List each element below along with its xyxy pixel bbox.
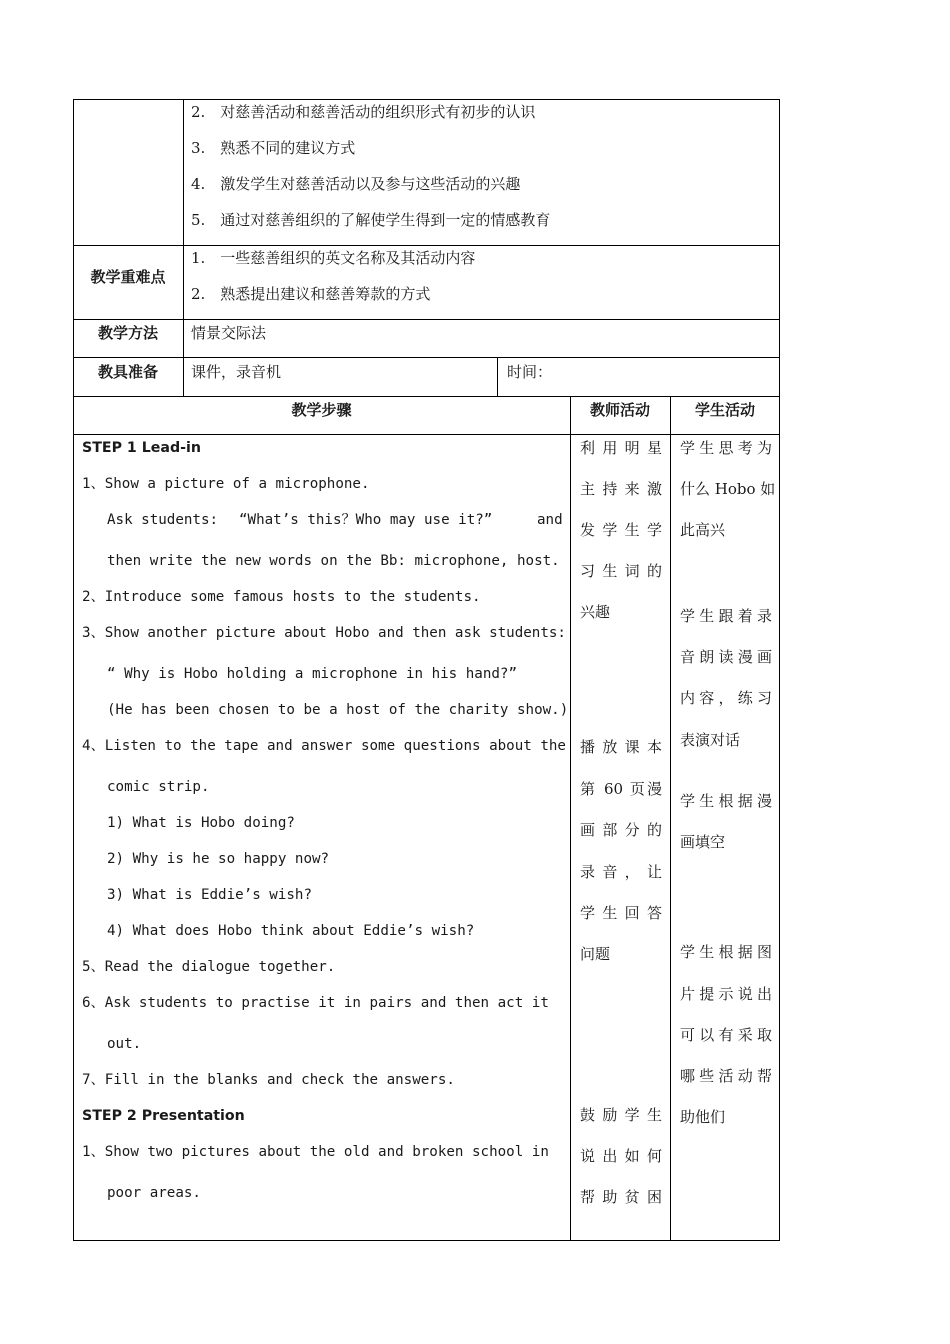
row-border [73, 434, 780, 435]
student-activity-line: 可以有采取 [680, 1026, 772, 1044]
student-activity-line: 表演对话 [680, 731, 741, 749]
row-border [73, 357, 780, 358]
step-line: Ask students: [107, 512, 219, 528]
teacher-activity-line: 主持来激 [580, 480, 662, 498]
col-border [570, 396, 571, 1241]
step-line: 1、Show two pictures about the old and broken school in [82, 1144, 549, 1160]
step-line: then write the new words on the Bb: microphone, host. [107, 553, 560, 569]
step-line: 5、Read the dialogue together. [82, 959, 336, 975]
teacher-activity-line: 发学生学 [580, 521, 662, 539]
step-line: 2、Introduce some famous hosts to the students. [82, 589, 481, 605]
student-activity-line: 此高兴 [680, 521, 726, 539]
step-line: and [537, 512, 563, 528]
student-activity-line: 助他们 [680, 1108, 726, 1126]
student-activity-line: 学生跟着录 [680, 607, 772, 625]
student-header: 学生活动 [694, 401, 755, 419]
method-label: 教学方法 [97, 324, 158, 342]
question-item: 4) What does Hobo think about Eddie’s wish? [107, 923, 475, 939]
tools-value: 课件，录音机 [191, 363, 282, 381]
col-border [779, 99, 780, 1241]
step-line: “ Why is Hobo holding a microphone in his hand?” [107, 666, 517, 682]
question-item: 1) What is Hobo doing? [107, 815, 295, 831]
step2-title: STEP 2 Presentation [82, 1108, 245, 1124]
student-activity-line: 学生根据漫 [680, 792, 772, 810]
method-value: 情景交际法 [191, 324, 267, 342]
step-line: out. [107, 1036, 142, 1052]
teacher-activity-line: 帮助贫困 [580, 1188, 662, 1206]
student-activity-line: 什么 Hobo 如 [680, 480, 776, 498]
question-item: 3) What is Eddie’s wish? [107, 887, 312, 903]
step-line: 3、Show another picture about Hobo and then ask students: [82, 625, 566, 641]
row-border [73, 99, 780, 100]
student-activity-line: 哪些活动帮 [680, 1067, 772, 1085]
time-label: 时间： [507, 363, 553, 381]
student-activity-line: 学生根据图 [680, 943, 772, 961]
key-points-label: 教学重难点 [90, 268, 166, 286]
objective-item: 2. 对慈善活动和慈善活动的组织形式有初步的认识 [191, 103, 536, 121]
student-activity-line: 画填空 [680, 833, 726, 851]
key-point-item: 1. 一些慈善组织的英文名称及其活动内容 [191, 249, 476, 267]
objective-item: 5. 通过对慈善组织的了解使学生得到一定的情感教育 [191, 211, 551, 229]
student-activity-line: 音朗读漫画 [680, 648, 772, 666]
lesson-plan-table [73, 99, 780, 1241]
step-line: “What’s this？Who may use it?” [239, 512, 493, 528]
step-line: 7、Fill in the blanks and check the answers. [82, 1072, 455, 1088]
teacher-header: 教师活动 [589, 401, 650, 419]
step1-title: STEP 1 Lead-in [82, 440, 201, 456]
teacher-activity-line: 第 60 页漫 [580, 780, 662, 798]
col-border [670, 396, 671, 1241]
student-activity-line: 内容，练习 [680, 689, 772, 707]
question-item: 2) Why is he so happy now? [107, 851, 330, 867]
student-activity-line: 片提示说出 [680, 985, 772, 1003]
teacher-activity-line: 利用明星 [580, 439, 662, 457]
key-point-item: 2. 熟悉提出建议和慈善筹款的方式 [191, 285, 431, 303]
step-line: comic strip. [107, 779, 210, 795]
row-border [73, 1240, 780, 1241]
teacher-activity-line: 画部分的 [580, 821, 662, 839]
teacher-activity-line: 播放课本 [580, 738, 662, 756]
teacher-activity-line: 问题 [580, 945, 611, 963]
step-line: 1、Show a picture of a microphone. [82, 476, 370, 492]
teacher-activity-line: 兴趣 [580, 603, 611, 621]
row-border [73, 319, 780, 320]
step-line: 6、Ask students to practise it in pairs and then act it [82, 995, 549, 1011]
teacher-activity-line: 学生回答 [580, 904, 662, 922]
row-border [73, 245, 780, 246]
teacher-activity-line: 习生词的 [580, 562, 662, 580]
col-border [183, 99, 184, 396]
step-line: (He has been chosen to be a host of the charity show.) [107, 702, 569, 718]
teacher-activity-line: 说出如何 [580, 1147, 662, 1165]
steps-header: 教学步骤 [291, 401, 352, 419]
col-border [497, 357, 498, 396]
step-line: 4、Listen to the tape and answer some questions about the [82, 738, 566, 754]
teacher-activity-line: 录音，让 [580, 863, 662, 881]
tools-label: 教具准备 [97, 363, 158, 381]
objective-item: 3. 熟悉不同的建议方式 [191, 139, 356, 157]
student-activity-line: 学生思考为 [680, 439, 772, 457]
step-line: poor areas. [107, 1185, 201, 1201]
teacher-activity-line: 鼓励学生 [580, 1106, 662, 1124]
objective-item: 4. 激发学生对慈善活动以及参与这些活动的兴趣 [191, 175, 521, 193]
row-border [73, 396, 780, 397]
